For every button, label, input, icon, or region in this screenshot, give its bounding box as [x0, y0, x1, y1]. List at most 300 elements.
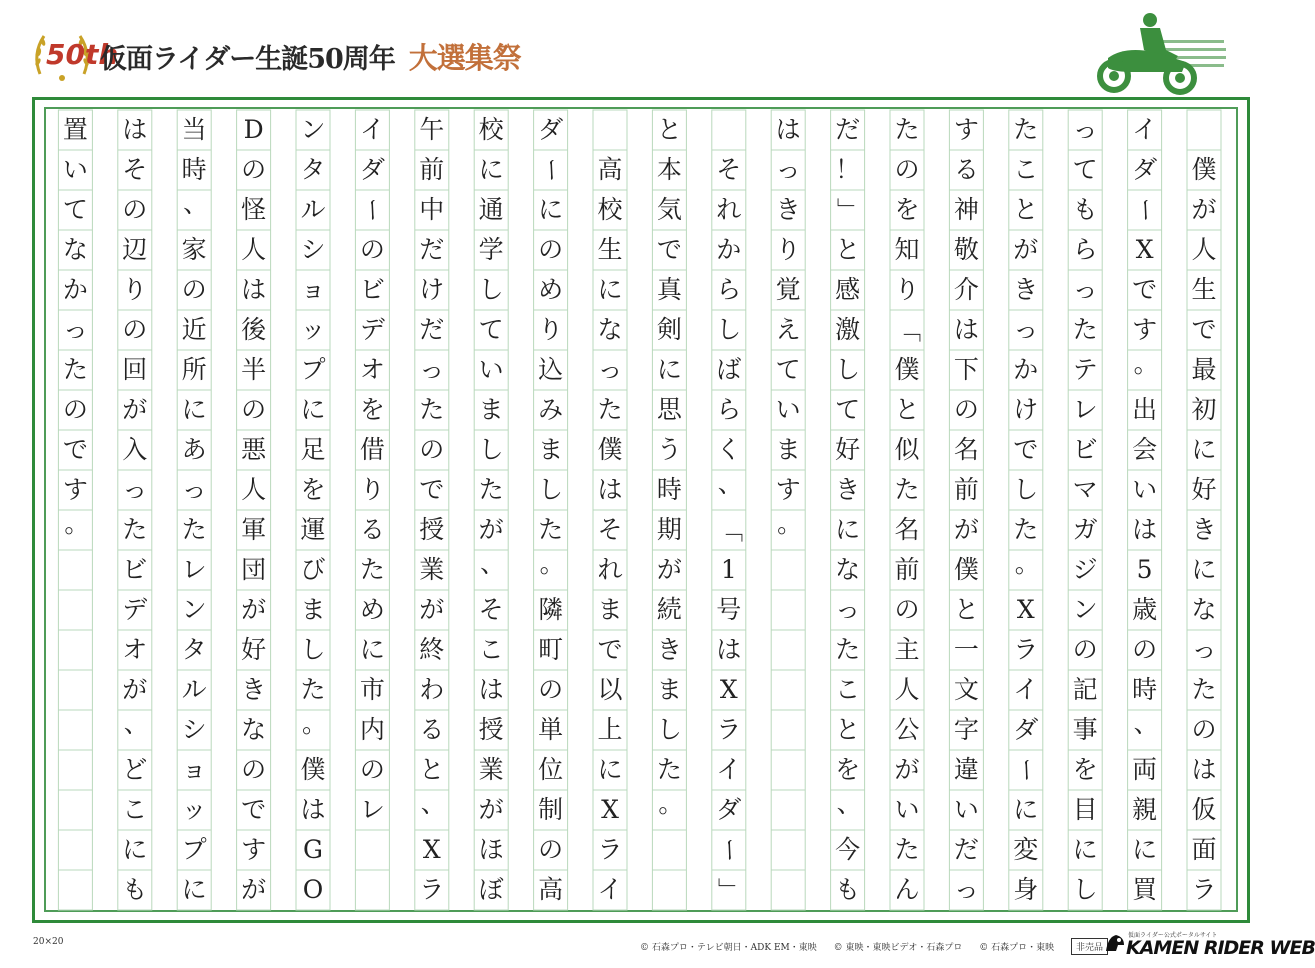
web-logo-text: KAMEN RIDER WEB — [1126, 937, 1315, 959]
manuscript-char: て — [775, 355, 801, 384]
manuscript-char: ン — [181, 595, 207, 624]
manuscript-char: の — [359, 755, 385, 784]
manuscript-char: と — [835, 235, 861, 264]
manuscript-char: 前 — [894, 555, 920, 584]
manuscript-char: の — [894, 155, 920, 184]
manuscript-char: 歳 — [1132, 595, 1158, 624]
manuscript-char: ま — [478, 395, 504, 424]
manuscript-char: ラ — [716, 715, 742, 744]
manuscript-char: 終 — [419, 635, 445, 664]
page-title — [100, 36, 521, 77]
manuscript-char: 置 — [62, 115, 88, 144]
manuscript-char: い — [775, 395, 801, 424]
title-main: 仮面ライダー生誕50周年 — [100, 44, 395, 75]
manuscript-char: 、 — [183, 189, 209, 218]
manuscript-char: し — [835, 355, 861, 384]
manuscript-char: 、 — [123, 709, 149, 738]
manuscript-char: 業 — [478, 755, 504, 784]
manuscript-char: に — [359, 635, 385, 664]
manuscript-char: 午 — [419, 115, 445, 144]
manuscript-char: い — [894, 795, 920, 824]
manuscript-char: は — [953, 315, 979, 344]
manuscript-column — [118, 110, 152, 910]
manuscript-char: に — [1191, 435, 1217, 464]
manuscript-char: 仮 — [1191, 795, 1217, 824]
manuscript-char — [1187, 110, 1221, 150]
manuscript-char: し — [478, 275, 504, 304]
manuscript-char: だ — [419, 315, 445, 344]
manuscript-char: の — [538, 835, 564, 864]
manuscript-char: そ — [597, 515, 623, 544]
manuscript-char: と — [1013, 195, 1039, 224]
manuscript-column — [1009, 110, 1043, 910]
manuscript-char: ジ — [1072, 555, 1098, 584]
manuscript-char: 違 — [953, 755, 979, 784]
manuscript-char: た — [656, 755, 682, 784]
manuscript-column — [890, 110, 924, 910]
manuscript-char: で — [656, 235, 682, 264]
manuscript-char: て — [1072, 155, 1098, 184]
manuscript-char: り — [359, 475, 385, 504]
manuscript-char: 気 — [656, 195, 682, 224]
manuscript-char: す — [1132, 315, 1158, 344]
manuscript-char: 人 — [241, 235, 267, 264]
manuscript-char: プ — [181, 835, 207, 864]
manuscript-char: に — [1013, 795, 1039, 824]
manuscript-char: め — [538, 275, 564, 304]
manuscript-char: が — [1191, 195, 1217, 224]
manuscript-char: 授 — [478, 715, 504, 744]
manuscript-char: っ — [1191, 635, 1217, 664]
manuscript-char: ら — [1072, 235, 1098, 264]
manuscript-char: 通 — [478, 195, 504, 224]
manuscript-char: き — [1013, 275, 1039, 304]
manuscript-char: す — [241, 835, 267, 864]
manuscript-char: の — [181, 275, 207, 304]
manuscript-char: き — [775, 195, 801, 224]
manuscript-char: ー — [714, 837, 744, 863]
manuscript-char: っ — [597, 355, 623, 384]
manuscript-column — [831, 110, 865, 910]
manuscript-char: ー — [1011, 757, 1041, 783]
manuscript-char: の — [359, 235, 385, 264]
manuscript-char: イ — [1013, 675, 1039, 704]
manuscript-char: 所 — [181, 355, 207, 384]
copyright-3: © 石森プロ・東映 — [979, 943, 1055, 953]
manuscript-column — [949, 110, 983, 910]
manuscript-char: の — [62, 395, 88, 424]
manuscript-char: 両 — [1132, 755, 1158, 784]
manuscript-column — [355, 110, 389, 910]
manuscript-char: た — [1013, 115, 1039, 144]
web-logo-small-text: 仮面ライダー公式ポータルサイト — [1128, 932, 1218, 939]
manuscript-char: 主 — [894, 635, 920, 664]
manuscript-char: 。 — [1014, 549, 1040, 578]
manuscript-char: ラ — [1013, 635, 1039, 664]
manuscript-char: 以 — [597, 675, 623, 704]
manuscript-column — [415, 110, 449, 910]
manuscript-char: す — [62, 475, 88, 504]
manuscript-char: 敬 — [953, 235, 979, 264]
manuscript-char: と — [894, 395, 920, 424]
manuscript-char: が — [241, 875, 267, 904]
manuscript-char: 真 — [656, 275, 682, 304]
manuscript-char: マ — [1072, 475, 1098, 504]
manuscript-char: し — [300, 635, 326, 664]
manuscript-char: 生 — [1191, 275, 1217, 304]
manuscript-char: な — [597, 315, 623, 344]
manuscript-char: た — [419, 395, 445, 424]
manuscript-char: 近 — [181, 315, 207, 344]
manuscript-char: で — [1013, 435, 1039, 464]
manuscript-char: 」 — [714, 877, 744, 903]
manuscript-char: て — [478, 315, 504, 344]
manuscript-char: X — [719, 675, 738, 704]
manuscript-char: 本 — [656, 155, 682, 184]
manuscript-char: タ — [181, 635, 207, 664]
manuscript-char: 、 — [420, 789, 446, 818]
manuscript-char: 町 — [538, 635, 564, 664]
manuscript-char: 思 — [656, 395, 682, 424]
manuscript-char: 面 — [1191, 835, 1217, 864]
manuscript-char: ダ — [359, 155, 385, 184]
manuscript-char: 時 — [181, 155, 207, 184]
manuscript-char: ラ — [597, 835, 623, 864]
manuscript-char: し — [538, 475, 564, 504]
manuscript-char: だ — [419, 235, 445, 264]
manuscript-column — [237, 110, 271, 910]
manuscript-char: ビ — [122, 555, 148, 584]
manuscript-char: り — [894, 275, 920, 304]
manuscript-char: オ — [359, 355, 385, 384]
manuscript-char: は — [597, 475, 623, 504]
manuscript-char: っ — [181, 475, 207, 504]
manuscript-char: デ — [122, 595, 148, 624]
manuscript-char: 下 — [953, 355, 979, 384]
manuscript-char: し — [478, 435, 504, 464]
manuscript-char: え — [775, 315, 801, 344]
manuscript-char: た — [62, 355, 88, 384]
manuscript-char: れ — [716, 195, 742, 224]
manuscript-char: が — [241, 595, 267, 624]
page-header — [0, 0, 1280, 95]
copyright-1: © 石森プロ・テレビ朝日・ADK EM・東映 — [640, 943, 817, 953]
manuscript-char: ッ — [181, 795, 207, 824]
manuscript-char: に — [538, 195, 564, 224]
manuscript-char: 回 — [122, 355, 148, 384]
manuscript-char: 名 — [953, 435, 979, 464]
manuscript-char: 運 — [300, 515, 326, 544]
manuscript-char: た — [122, 515, 148, 544]
manuscript-char: 高 — [538, 875, 564, 904]
manuscript-char: し — [716, 315, 742, 344]
manuscript-char: が — [894, 755, 920, 784]
manuscript-column — [1128, 110, 1162, 910]
manuscript-char: れ — [597, 555, 623, 584]
manuscript-char: わ — [419, 675, 445, 704]
manuscript-char: か — [716, 235, 742, 264]
manuscript-char: 」 — [833, 197, 863, 223]
manuscript-char: も — [1072, 195, 1098, 224]
manuscript-char: ョ — [181, 755, 207, 784]
manuscript-char: を — [835, 755, 861, 784]
manuscript-char: 辺 — [122, 235, 148, 264]
manuscript-char: に — [597, 755, 623, 784]
manuscript-char: で — [62, 435, 88, 464]
manuscript-char: 身 — [1013, 875, 1039, 904]
manuscript-char: ダ — [1013, 715, 1039, 744]
manuscript-char: ま — [656, 675, 682, 704]
manuscript-char: た — [359, 555, 385, 584]
manuscript-char: は — [1191, 755, 1217, 784]
manuscript-char: が — [122, 675, 148, 704]
manuscript-char — [593, 110, 627, 150]
manuscript-char: か — [62, 275, 88, 304]
manuscript-char: 前 — [953, 475, 979, 504]
manuscript-char: し — [1013, 475, 1039, 504]
manuscript-char: た — [894, 115, 920, 144]
manuscript-char: っ — [1072, 275, 1098, 304]
manuscript-char: 目 — [1072, 795, 1098, 824]
manuscript-char: っ — [775, 155, 801, 184]
manuscript-char: 後 — [241, 315, 267, 344]
manuscript-char: り — [538, 315, 564, 344]
manuscript-char: 知 — [894, 235, 920, 264]
manuscript-char: ガ — [1072, 515, 1098, 544]
manuscript-char: 神 — [953, 195, 979, 224]
manuscript-char: そ — [716, 155, 742, 184]
manuscript-char: イ — [359, 115, 385, 144]
manuscript-char: 感 — [835, 275, 861, 304]
manuscript-char: そ — [478, 595, 504, 624]
manuscript-char: っ — [953, 875, 979, 904]
manuscript-char: で — [1191, 315, 1217, 344]
manuscript-char: の — [1132, 635, 1158, 664]
manuscript-char: ま — [775, 435, 801, 464]
manuscript-char: す — [775, 475, 801, 504]
manuscript-char: あ — [181, 435, 207, 464]
manuscript-char: み — [538, 395, 564, 424]
manuscript-char: っ — [1072, 115, 1098, 144]
manuscript-char: に — [597, 275, 623, 304]
manuscript-char: の — [241, 155, 267, 184]
manuscript-char: っ — [419, 355, 445, 384]
manuscript-char: D — [243, 115, 264, 144]
emblem-logo-text: 50th — [46, 38, 119, 71]
manuscript-char: 好 — [1191, 475, 1217, 504]
manuscript-char: 名 — [894, 515, 920, 544]
manuscript-char: で — [419, 475, 445, 504]
manuscript-char: 単 — [538, 715, 564, 744]
manuscript-char: 、 — [480, 549, 506, 578]
manuscript-char: 期 — [656, 515, 682, 544]
manuscript-char: な — [835, 555, 861, 584]
manuscript-char: の — [894, 595, 920, 624]
manuscript-char: が — [478, 795, 504, 824]
manuscript-char: 制 — [538, 795, 564, 824]
manuscript-char: か — [1013, 355, 1039, 384]
manuscript-char: 時 — [656, 475, 682, 504]
manuscript-char: 。 — [1133, 349, 1159, 378]
manuscript-char: た — [894, 835, 920, 864]
manuscript-char: 「 — [893, 317, 922, 343]
manuscript-char: こ — [122, 795, 148, 824]
manuscript-char: ル — [181, 675, 207, 704]
manuscript-char: 高 — [597, 155, 623, 184]
manuscript-char: と — [656, 115, 682, 144]
manuscript-char: た — [181, 515, 207, 544]
manuscript-char: く — [716, 435, 742, 464]
manuscript-char: け — [419, 275, 445, 304]
manuscript-char: ま — [538, 435, 564, 464]
manuscript-char: タ — [300, 155, 326, 184]
manuscript-char: 業 — [419, 555, 445, 584]
grid-size-label: 20×20 — [33, 937, 64, 947]
manuscript-char: き — [241, 675, 267, 704]
manuscript-char: ダ — [716, 795, 742, 824]
manuscript-char: 校 — [597, 195, 623, 224]
manuscript-char: は — [478, 675, 504, 704]
manuscript-char: 市 — [359, 675, 385, 704]
manuscript-char: 初 — [1191, 395, 1217, 424]
manuscript-char: に — [181, 875, 207, 904]
manuscript-char: た — [894, 475, 920, 504]
manuscript-char: を — [1072, 755, 1098, 784]
manuscript-char: に — [656, 355, 682, 384]
manuscript-char: 生 — [597, 235, 623, 264]
manuscript-char: が — [656, 555, 682, 584]
manuscript-char: に — [1191, 555, 1217, 584]
manuscript-char: 時 — [1132, 675, 1158, 704]
manuscript-char: も — [122, 875, 148, 904]
manuscript-char: ま — [300, 595, 326, 624]
manuscript-char: で — [241, 795, 267, 824]
manuscript-char: 半 — [241, 355, 267, 384]
manuscript-char: そ — [122, 155, 148, 184]
manuscript-char: け — [1013, 395, 1039, 424]
manuscript-char: は — [300, 795, 326, 824]
manuscript-char: な — [241, 715, 267, 744]
rider-on-motorcycle-icon — [1094, 10, 1229, 98]
manuscript-char: デ — [359, 315, 385, 344]
manuscript-char: ど — [122, 755, 148, 784]
manuscript-char: を — [359, 395, 385, 424]
manuscript-char: 人 — [894, 675, 920, 704]
manuscript-column — [177, 110, 211, 910]
manuscript-char: め — [359, 595, 385, 624]
manuscript-char: す — [953, 115, 979, 144]
manuscript-char: 今 — [835, 835, 861, 864]
manuscript-char: た — [835, 635, 861, 664]
manuscript-char: は — [716, 635, 742, 664]
manuscript-char: 学 — [478, 235, 504, 264]
manuscript-column — [771, 110, 805, 910]
manuscript-char: る — [419, 715, 445, 744]
manuscript-char: 当 — [181, 115, 207, 144]
manuscript-column — [474, 110, 508, 910]
manuscript-char: が — [419, 595, 445, 624]
manuscript-char: 隣 — [538, 595, 564, 624]
manuscript-column — [58, 110, 92, 910]
manuscript-char: ビ — [1072, 435, 1098, 464]
manuscript-char: ビ — [359, 275, 385, 304]
manuscript-char: ら — [716, 395, 742, 424]
manuscript-char: 僕 — [953, 555, 979, 584]
manuscript-char: ぼ — [478, 875, 504, 904]
manuscript-char: の — [419, 435, 445, 464]
manuscript-char: た — [300, 675, 326, 704]
manuscript-char: の — [953, 395, 979, 424]
manuscript-char: た — [1072, 315, 1098, 344]
manuscript-char: O — [302, 875, 324, 904]
manuscript-char: 好 — [835, 435, 861, 464]
manuscript-char: に — [300, 395, 326, 424]
manuscript-char: 激 — [835, 315, 861, 344]
manuscript-char: 軍 — [241, 515, 267, 544]
manuscript-char: ー — [536, 157, 566, 183]
manuscript-char: に — [1132, 835, 1158, 864]
manuscript-char: X — [601, 795, 619, 824]
manuscript-char: 会 — [1132, 435, 1158, 464]
manuscript-char: が — [953, 515, 979, 544]
copyright-notices — [640, 938, 1122, 955]
manuscript-char: ル — [300, 195, 326, 224]
manuscript-char: と — [953, 595, 979, 624]
manuscript-char: に — [122, 835, 148, 864]
manuscript-char: い — [478, 355, 504, 384]
manuscript-char: 校 — [478, 115, 504, 144]
manuscript-char: 僕 — [894, 355, 920, 384]
manuscript-char: が — [122, 395, 148, 424]
manuscript-char: 。 — [64, 509, 90, 538]
manuscript-char: た — [1191, 675, 1217, 704]
manuscript-char: の — [538, 675, 564, 704]
manuscript-char: っ — [835, 595, 861, 624]
manuscript-char: ら — [716, 275, 742, 304]
manuscript-char: た — [1013, 515, 1039, 544]
manuscript-char: レ — [1072, 395, 1098, 424]
manuscript-char: 位 — [538, 755, 564, 784]
manuscript-char — [712, 110, 746, 150]
manuscript-char: っ — [122, 475, 148, 504]
manuscript-char: 、 — [717, 469, 743, 498]
manuscript-char: の — [122, 195, 148, 224]
manuscript-char: こ — [478, 635, 504, 664]
manuscript-char: は — [775, 115, 801, 144]
manuscript-char: が — [478, 515, 504, 544]
manuscript-char: 家 — [181, 235, 207, 264]
manuscript-column — [712, 110, 746, 910]
manuscript-char: 最 — [1191, 355, 1217, 384]
manuscript-char: っ — [62, 315, 88, 344]
manuscript-char: 団 — [241, 555, 267, 584]
manuscript-char: た — [538, 515, 564, 544]
manuscript-char: 、 — [1133, 709, 1159, 738]
manuscript-char: 記 — [1072, 675, 1098, 704]
manuscript-char: の — [1191, 715, 1217, 744]
manuscript-char: イ — [597, 875, 623, 904]
not-for-sale-badge: 非売品 — [1071, 938, 1108, 955]
manuscript-char: だ — [953, 835, 979, 864]
manuscript-char: 中 — [419, 195, 445, 224]
manuscript-char: 怪 — [241, 195, 267, 224]
manuscript-char: き — [656, 635, 682, 664]
manuscript-char: は — [122, 115, 148, 144]
manuscript-char: で — [1132, 275, 1158, 304]
manuscript-char: 、 — [836, 789, 862, 818]
manuscript-char: ん — [894, 875, 920, 904]
manuscript-char: 買 — [1132, 875, 1158, 904]
